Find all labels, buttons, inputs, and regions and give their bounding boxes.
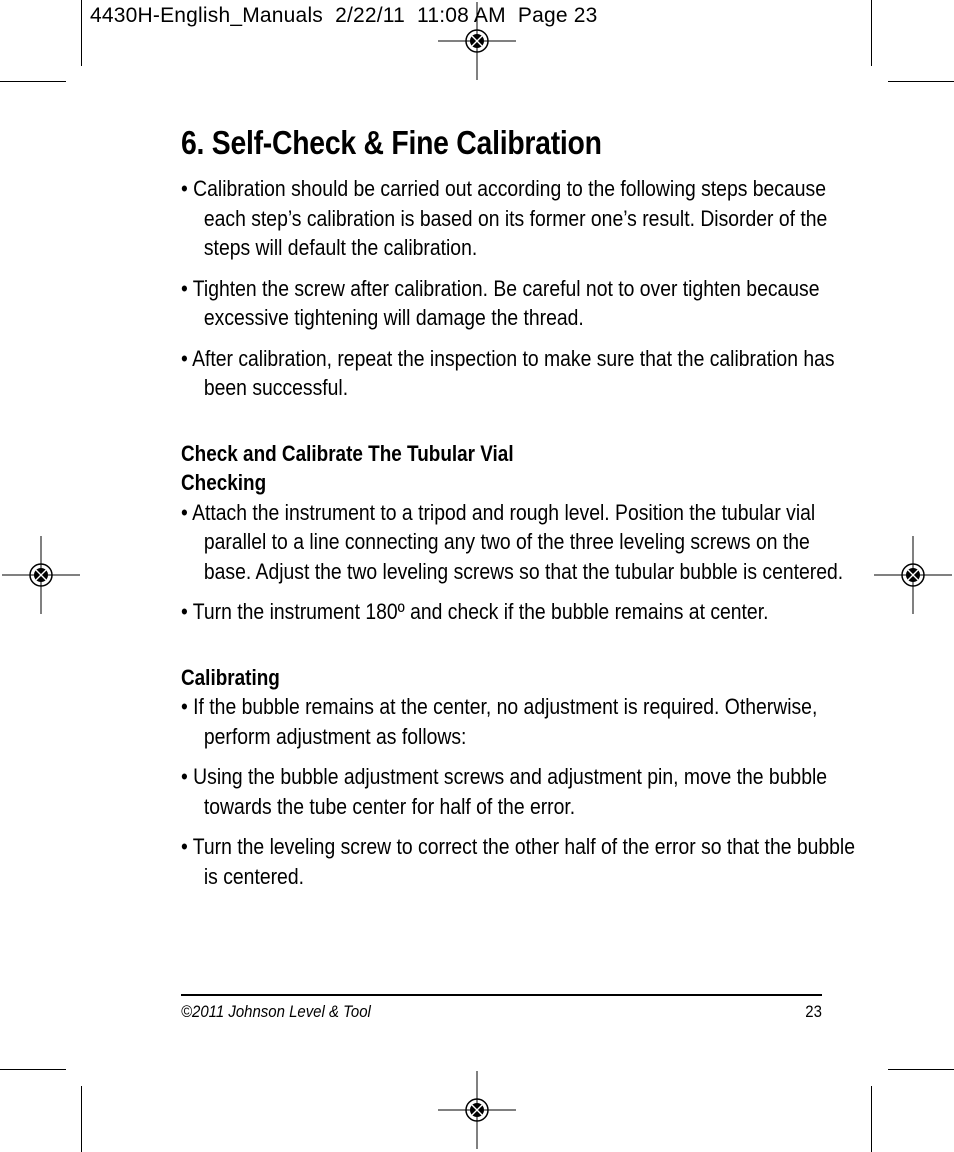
crop-mark — [871, 1086, 872, 1152]
calibrating-bullet: • Using the bubble adjustment screws and adjustment pin, move the bubble towards the tube center for half of the error. — [181, 764, 828, 819]
checking-bullet: • Attach the instrument to a tripod and rough level. Position the tubular vial parallel to a line connecting any two of the three leveling screws on the base. Adjust the two leveling screws so that the tubular bubble is centered. — [181, 499, 844, 584]
section-heading: Check and Calibrate The Tubular Vial — [181, 440, 514, 466]
page-title: 6. Self-Check & Fine Calibration — [181, 124, 602, 161]
intro-bullet: • Calibration should be carried out according to the following steps because each step’s calibration is based on its former one’s result. Disorder of the steps will default the calibration. — [181, 176, 828, 260]
calibrating-bullet: • Turn the leveling screw to correct the other half of the error so that the bubble is centered. — [181, 834, 855, 889]
crop-mark — [81, 1086, 82, 1152]
checking-bullet: • Turn the instrument 180º and check if the bubble remains at center. — [181, 599, 769, 624]
crop-mark — [888, 1069, 954, 1070]
page-number: 23 — [805, 1002, 822, 1021]
footer-rule — [181, 994, 822, 996]
crop-mark — [0, 81, 66, 82]
registration-mark-icon — [874, 536, 952, 614]
crop-mark — [0, 1069, 66, 1070]
slug-line: 4430H-English_Manuals 2/22/11 11:08 AM Page 23 — [90, 4, 598, 27]
calibrating-bullet: • If the bubble remains at the center, no adjustment is required. Otherwise, perform adjustment as follows: — [181, 694, 818, 749]
intro-bullet: • After calibration, repeat the inspection to make sure that the calibration has been successful. — [181, 345, 835, 400]
registration-mark-icon — [438, 2, 516, 80]
crop-mark — [888, 81, 954, 82]
footer-copyright: ©2011 Johnson Level & Tool — [181, 1002, 371, 1021]
calibrating-heading: Calibrating — [181, 664, 280, 690]
intro-bullet: • Tighten the screw after calibration. Be careful not to over tighten because excessive tightening will damage the thread. — [181, 275, 820, 330]
registration-mark-icon — [438, 1071, 516, 1149]
registration-mark-icon — [2, 536, 80, 614]
page-content — [181, 124, 855, 902]
checking-heading: Checking — [181, 470, 267, 495]
crop-mark — [81, 0, 82, 66]
crop-mark — [871, 0, 872, 66]
